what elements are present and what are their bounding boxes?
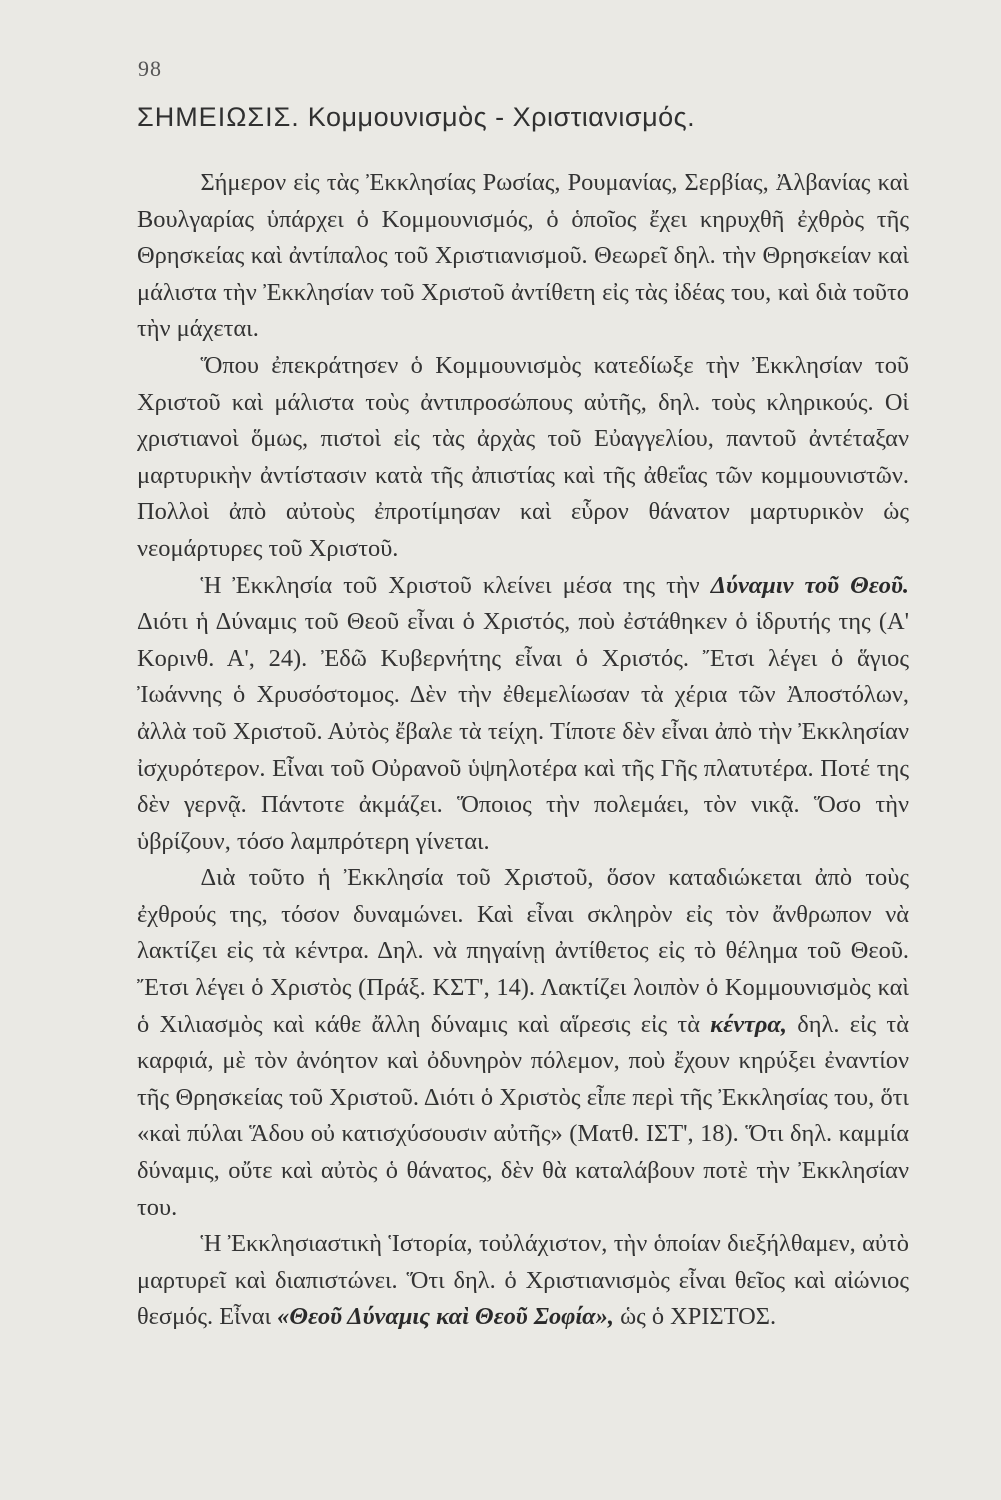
paragraph-text-before: Ἡ Ἐκκλησιαστικὴ Ἱστορία, τοὐλάχιστον, τὴν ὁποίαν διεξήλθαμεν, αὐτὸ μαρτυρεῖ καὶ διαπιστώνει. Ὅτι δηλ. ὁ Χριστιανισμὸς εἶναι θεῖος καὶ αἰώνιος θεσμός. Εἶναι [137, 1230, 909, 1331]
paragraph-2 [137, 348, 909, 568]
paragraph-4 [137, 860, 909, 1226]
paragraph-text-after: δηλ. εἰς τὰ καρφιά, μὲ τὸν ἀνόητον καὶ ὀδυνηρὸν πόλεμον, ποὺ ἔχουν κηρύξει ἐναντίον τῆς Θρησκείας τοῦ Χριστοῦ. Διότι ὁ Χριστὸς εἶπε περὶ τῆς Ἐκκλησίας του, ὅτι «καὶ πύλαι Ἅδου οὐ κατισχύσουσιν αὐτῆς» (Ματθ. ΙΣΤ', 18). Ὅτι δηλ. καμμία δύναμις, οὔτε καὶ αὐτὸς ὁ θάνατος, δὲν θὰ καταλάβουν ποτὲ τὴν Ἐκκλησίαν του. [137, 1010, 909, 1221]
page-number: 98 [138, 56, 162, 81]
paragraph-text-before: Ἡ Ἐκκλησία τοῦ Χριστοῦ κλείνει μέσα της τὴν [200, 571, 700, 599]
paragraph-text: Ὅπου ἐπεκράτησεν ὁ Κομμουνισμὸς κατεδίωξε τὴν Ἐκκλησίαν τοῦ Χριστοῦ καὶ μάλιστα τοὺς ἀντιπροσώπους αὐτῆς, δηλ. τοὺς κληρικούς. Οἱ χριστιανοὶ ὅμως, πιστοὶ εἰς τὰς ἀρχὰς τοῦ Εὐαγγελίου, παντοῦ ἀντέταξαν μαρτυρικὴν ἀντίστασιν κατὰ τῆς ἀπιστίας καὶ τῆς ἀθεΐας τῶν κομμουνιστῶν. Πολλοὶ ἀπὸ αὐτοὺς ἐπροτίμησαν καὶ εὗρον θάνατον μαρτυρικὸν ὡς νεομάρτυρες τοῦ Χριστοῦ. [137, 351, 909, 562]
paragraph-text-after: ὡς ὁ ΧΡΙΣΤΟΣ. [620, 1303, 777, 1331]
paragraph-3 [137, 568, 909, 861]
paragraph-5 [137, 1226, 909, 1336]
paragraph-text-before: Διὰ τοῦτο ἡ Ἐκκλησία τοῦ Χριστοῦ, ὅσον καταδιώκεται ἀπὸ τοὺς ἐχθρούς της, τόσον δυναμώνει. Καὶ εἶναι σκληρὸν εἰς τὸν ἄνθρωπον νὰ λακτίζει εἰς τὰ κέντρα. Δηλ. νὰ πηγαίνῃ ἀντίθετος εἰς τὸ θέλημα τοῦ Θεοῦ. Ἔτσι λέγει ὁ Χριστὸς (Πράξ. ΚΣΤ', 14). Λακτίζει λοιπὸν ὁ Κομμουνισμὸς καὶ ὁ Χιλιασμὸς καὶ κάθε ἄλλη δύναμις καὶ αἵρεσις εἰς τὰ [137, 864, 909, 1038]
section-heading [137, 102, 695, 133]
paragraph-text: Σήμερον εἰς τὰς Ἐκκλησίας Ρωσίας, Ρουμανίας, Σερβίας, Ἀλβανίας καὶ Βουλγαρίας ὑπάρχει ὁ Κομμουνισμός, ὁ ὁποῖος ἔχει κηρυχθῆ ἐχθρὸς τῆς Θρησκείας καὶ ἀντίπαλος τοῦ Χριστιανισμοῦ. Θεωρεῖ δηλ. τὴν Θρησκείαν καὶ μάλιστα τὴν Ἐκκλησίαν τοῦ Χριστοῦ ἀντίθετη εἰς τὰς ἰδέας του, καὶ διὰ τοῦτο τὴν μάχεται. [137, 169, 909, 343]
paragraph-1 [137, 165, 909, 348]
paragraph-text-after: Διότι ἡ Δύναμις τοῦ Θεοῦ εἶναι ὁ Χριστός, ποὺ ἐστάθηκεν ὁ ἱδρυτής της (Α' Κορινθ. Α', 24). Ἐδῶ Κυβερνήτης εἶναι ὁ Χριστός. Ἔτσι λέγει ὁ ἅγιος Ἰωάννης ὁ Χρυσόστομος. Δὲν τὴν ἐθεμελίωσαν τὰ χέρια τῶν Ἀποστόλων, ἀλλὰ τοῦ Χριστοῦ. Αὐτὸς ἔβαλε τὰ τείχη. Τίποτε δὲν εἶναι ἀπὸ τὴν Ἐκκλησίαν ἰσχυρότερον. Εἶναι τοῦ Οὐρανοῦ ὑψηλοτέρα καὶ τῆς Γῆς πλατυτέρα. Ποτέ της δὲν γερνᾷ. Πάντοτε ἀκμάζει. Ὅποιος τὴν πολεμάει, τὸν νικᾷ. Ὅσο τὴν ὑβρίζουν, τόσο λαμπρότερη γίνεται. [137, 608, 909, 855]
paragraph-emphasis: «Θεοῦ Δύναμις καὶ Θεοῦ Σοφία», [277, 1303, 614, 1331]
heading-title: Κομμουνισμὸς - Χριστιανισμός. [307, 102, 696, 132]
paragraph-emphasis: Δύναμιν τοῦ Θεοῦ. [710, 571, 909, 599]
heading-label: ΣΗΜΕΙΩΣΙΣ. [137, 102, 300, 132]
paragraph-emphasis: κέντρα, [710, 1010, 788, 1038]
body-text [137, 165, 909, 1336]
